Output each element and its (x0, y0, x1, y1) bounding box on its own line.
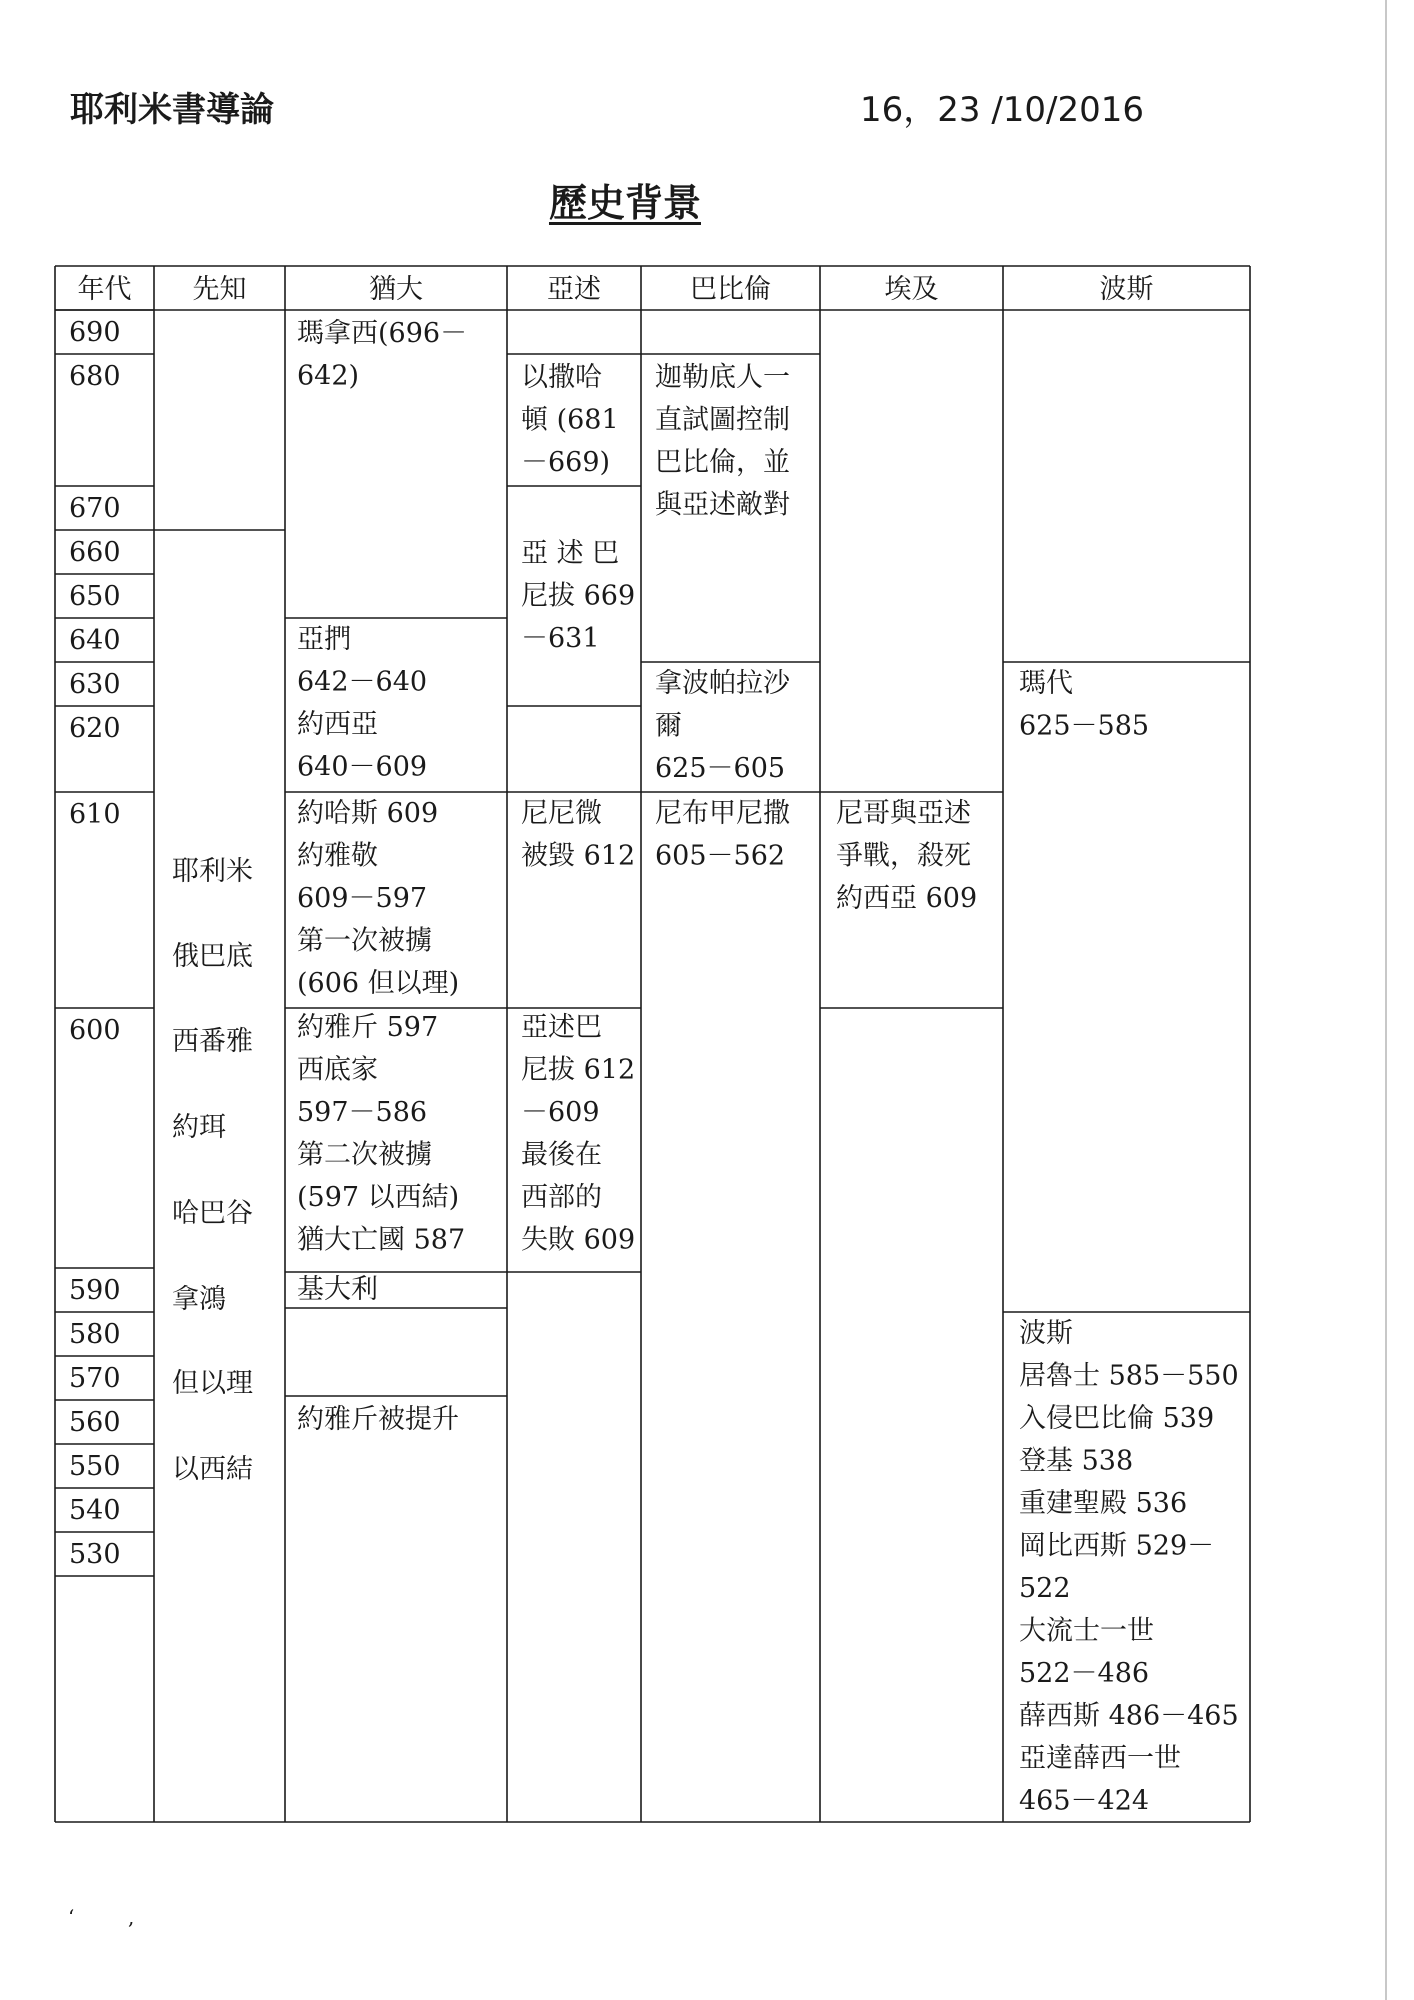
column-header-0: 年代 (77, 274, 132, 305)
year-cell-560: 560 (69, 1407, 121, 1438)
prophet-name: 哈巴谷 (172, 1198, 253, 1229)
judah-entry: 約雅斤被提升 (297, 1404, 459, 1435)
judah-entry: 642) (297, 360, 360, 392)
column-header-6: 波斯 (1099, 274, 1154, 305)
judah-entry: 亞捫 (297, 624, 351, 655)
babylon-entry: 605－562 (655, 840, 786, 872)
judah-entry: 約哈斯 609 (297, 798, 439, 829)
babylon-entry: 拿波帕拉沙 (655, 668, 790, 699)
persia-entry: 瑪代 (1019, 668, 1073, 699)
year-cell-620: 620 (69, 713, 121, 744)
page-title-text: 歷史背景 (548, 180, 701, 225)
judah-entry: (606 但以理) (297, 968, 460, 999)
year-cell-690: 690 (69, 317, 121, 348)
year-cell-580: 580 (69, 1319, 121, 1350)
column-header-3: 亞述 (547, 274, 601, 305)
assyria-entry: －631 (521, 623, 600, 654)
assyria-entry: －669) (521, 447, 611, 478)
judah-entry: 第一次被擄 (297, 925, 432, 957)
prophet-name: 但以理 (172, 1368, 253, 1399)
prophet-name: 拿鴻 (172, 1284, 226, 1315)
assyria-entry: 以撒哈 (521, 362, 602, 393)
assyria-entry: 頓 (681 (521, 404, 619, 436)
assyria-entry: 亞 述 巴 (521, 538, 620, 569)
date-label: 16，23 /10/2016 (860, 90, 1145, 130)
persia-entry: 522 (1019, 1573, 1071, 1604)
year-cell-610: 610 (69, 799, 121, 830)
judah-entry: 約雅敬 (297, 840, 378, 872)
judah-entry: (597 以西結) (297, 1182, 460, 1213)
judah-entry: 約西亞 (297, 709, 378, 740)
babylon-entry: 直試圖控制 (655, 404, 790, 436)
prophet-name: 耶利米 (172, 856, 253, 887)
year-cell-640: 640 (69, 625, 121, 656)
year-cell-540: 540 (69, 1495, 121, 1526)
assyria-entry: 最後在 (521, 1139, 602, 1171)
year-cell-660: 660 (69, 537, 121, 568)
persia-entry: 465－424 (1019, 1785, 1150, 1817)
egypt-entry: 尼哥與亞述 (836, 798, 971, 829)
babylon-entry: 尼布甲尼撒 (655, 798, 790, 829)
babylon-entry: 與亞述敵對 (655, 489, 790, 521)
assyria-entry: 尼尼微 (521, 798, 602, 829)
assyria-entry: 尼拔 612 (521, 1054, 636, 1086)
persia-entry: 522－486 (1019, 1658, 1150, 1689)
persia-entry: 登基 538 (1019, 1445, 1134, 1477)
judah-entry: 640－609 (297, 751, 428, 783)
persia-entry: 居魯士 585－550 (1019, 1360, 1239, 1392)
persia-entry: 亞達薛西一世 (1019, 1743, 1181, 1774)
judah-entry: 第二次被擄 (297, 1139, 432, 1171)
year-cell-570: 570 (69, 1363, 121, 1394)
assyria-entry: －609 (521, 1097, 600, 1128)
assyria-entry: 亞述巴 (521, 1012, 602, 1043)
prophet-name: 西番雅 (172, 1026, 253, 1057)
persia-entry: 重建聖殿 536 (1019, 1488, 1188, 1519)
year-cell-530: 530 (69, 1539, 121, 1570)
column-header-2: 猶大 (369, 274, 423, 305)
judah-entry: 609－597 (297, 883, 428, 914)
column-header-1: 先知 (192, 274, 247, 305)
prophet-name: 俄巴底 (172, 941, 253, 972)
year-cell-550: 550 (69, 1451, 121, 1482)
persia-entry: 入侵巴比倫 539 (1019, 1403, 1215, 1434)
persia-entry: 波斯 (1019, 1318, 1073, 1349)
column-header-5: 埃及 (884, 274, 939, 305)
column-header-4: 巴比倫 (690, 274, 771, 305)
judah-entry: 約雅斤 597 (297, 1012, 439, 1043)
persia-entry: 薛西斯 486－465 (1019, 1700, 1239, 1732)
year-cell-680: 680 (69, 361, 121, 392)
judah-entry: 瑪拿西(696－ (297, 318, 468, 349)
assyria-entry: 被毀 612 (521, 840, 636, 872)
assyria-entry: 失敗 609 (521, 1224, 636, 1256)
persia-entry: 大流士一世 (1019, 1615, 1154, 1647)
egypt-entry: 約西亞 609 (836, 883, 978, 914)
year-cell-650: 650 (69, 581, 121, 612)
persia-entry: 625－585 (1019, 710, 1150, 742)
year-cell-670: 670 (69, 493, 121, 524)
babylon-entry: 迦勒底人一 (655, 362, 790, 393)
judah-entry: 597－586 (297, 1097, 428, 1128)
assyria-entry: 西部的 (521, 1182, 602, 1213)
year-cell-600: 600 (69, 1015, 121, 1046)
judah-entry: 基大利 (297, 1274, 378, 1305)
stray-mark-1: ‘ (68, 1905, 75, 1929)
persia-entry: 岡比西斯 529－ (1019, 1530, 1215, 1562)
judah-entry: 猶大亡國 587 (297, 1224, 466, 1256)
assyria-entry: 尼拔 669 (521, 580, 636, 612)
stray-mark-2: , (128, 1905, 135, 1929)
prophet-name: 以西結 (172, 1454, 253, 1485)
judah-entry: 西底家 (297, 1054, 378, 1086)
babylon-entry: 625－605 (655, 753, 786, 784)
babylon-entry: 爾 (655, 710, 682, 742)
year-cell-590: 590 (69, 1275, 121, 1306)
year-cell-630: 630 (69, 669, 121, 700)
babylon-entry: 巴比倫，並 (655, 447, 790, 478)
course-title: 耶利米書導論 (70, 90, 274, 130)
judah-entry: 642－640 (297, 666, 428, 698)
prophet-name: 約珥 (172, 1112, 226, 1143)
egypt-entry: 爭戰，殺死 (836, 840, 971, 872)
